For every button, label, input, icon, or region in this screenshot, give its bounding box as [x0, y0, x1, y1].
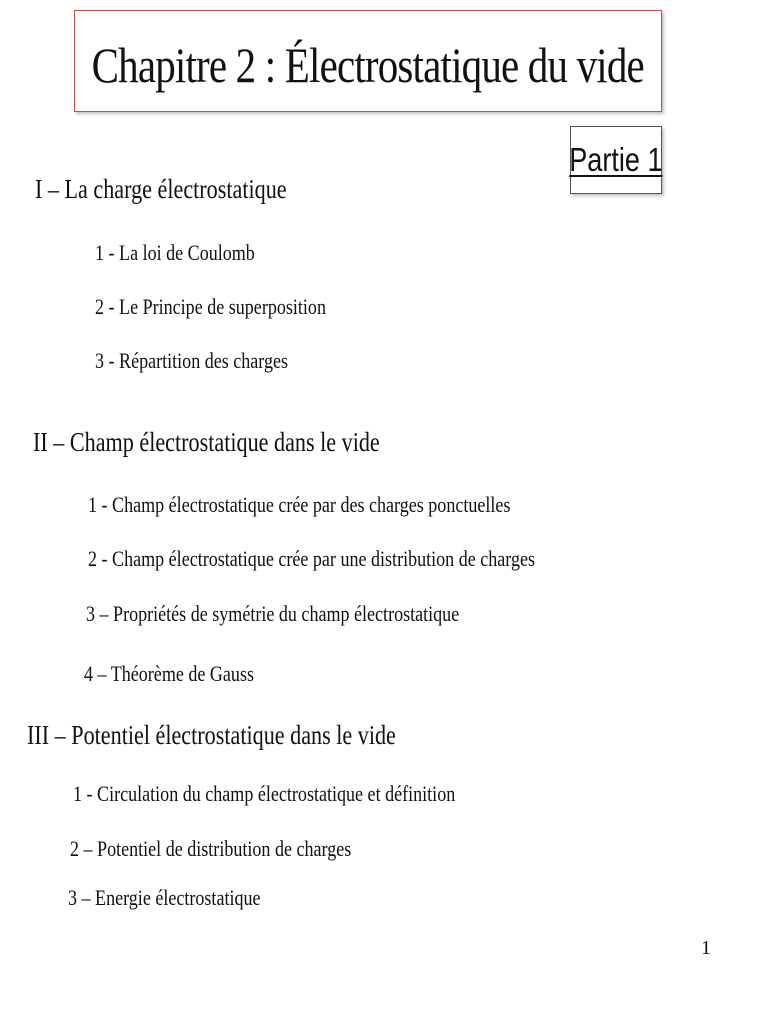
- section-heading-1: I – La charge électrostatique: [35, 174, 287, 204]
- section-3-item-3: 3 – Energie électrostatique: [68, 885, 261, 910]
- section-2-item-3: 3 – Propriétés de symétrie du champ électrostatique: [86, 601, 460, 626]
- section-heading-3: III – Potentiel électrostatique dans le vide: [27, 720, 396, 750]
- section-1-item-3: 3 - Répartition des charges: [95, 348, 289, 373]
- page-title: Chapitre 2 : Électrostatique du vide: [91, 37, 645, 93]
- part-badge: [570, 126, 662, 194]
- page-number: 1: [701, 937, 711, 959]
- section-1-item-2: 2 - Le Principe de superposition: [95, 294, 326, 319]
- title-box: [74, 10, 662, 112]
- section-1-item-1: 1 - La loi de Coulomb: [95, 240, 255, 265]
- section-2-item-1: 1 - Champ électrostatique crée par des charges ponctuelles: [88, 492, 511, 517]
- section-3-item-2: 2 – Potentiel de distribution de charges: [70, 836, 352, 861]
- section-2-item-2: 2 - Champ électrostatique crée par une distribution de charges: [88, 546, 536, 571]
- section-heading-2: II – Champ électrostatique dans le vide: [33, 427, 380, 457]
- section-2-item-4: 4 – Théorème de Gauss: [84, 661, 255, 686]
- section-3-item-1: 1 - Circulation du champ électrostatique et définition: [73, 781, 456, 806]
- part-label: Partie 1: [569, 141, 663, 178]
